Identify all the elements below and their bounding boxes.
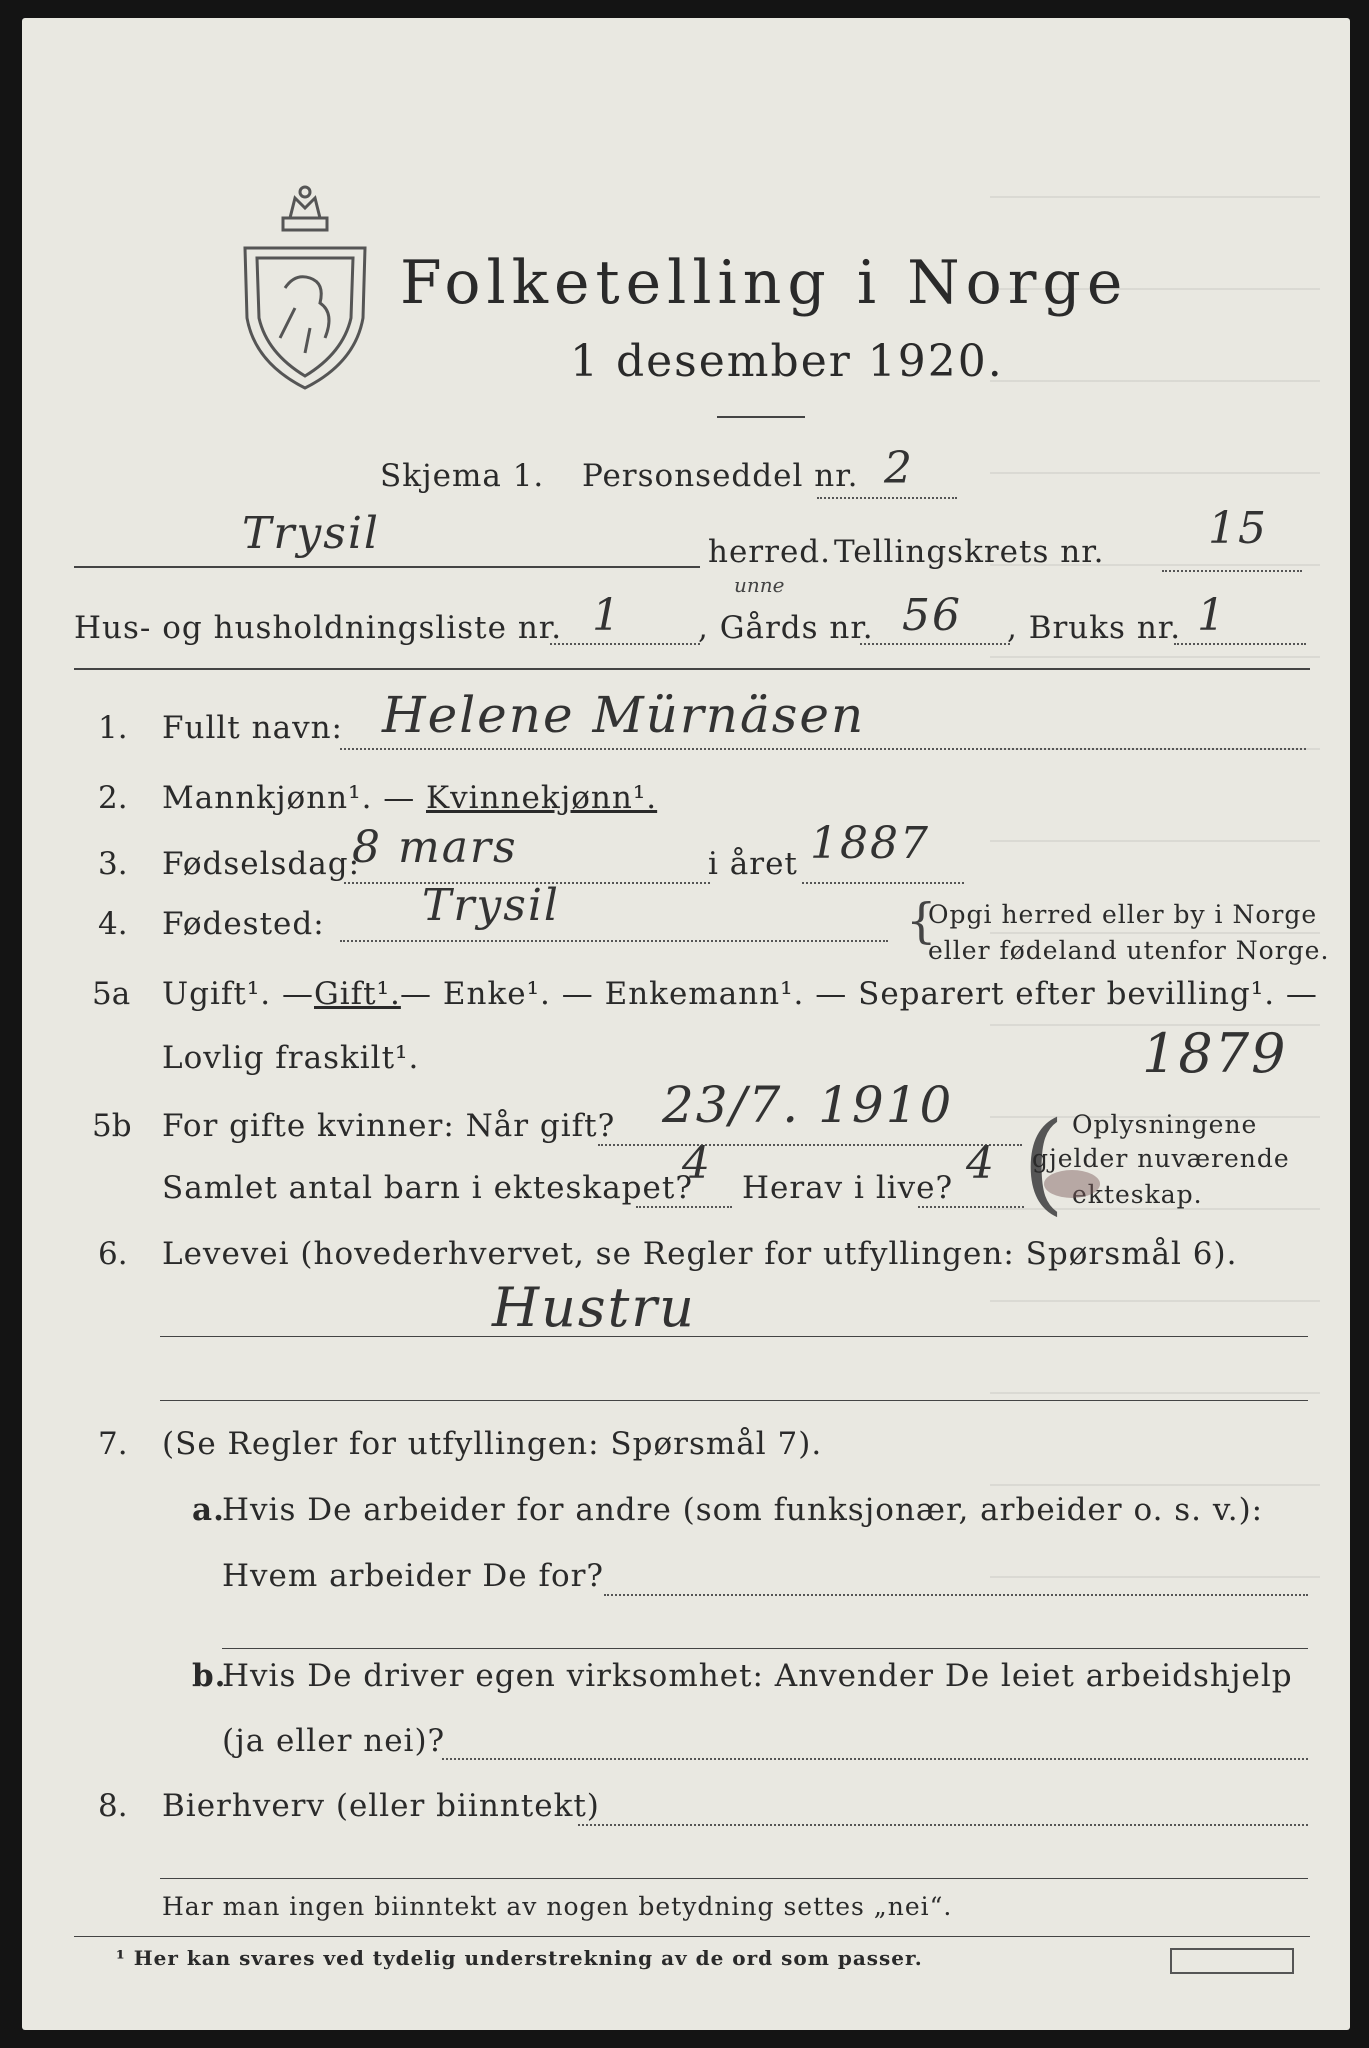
- barn-value[interactable]: 4: [682, 1138, 712, 1189]
- arbeidsgiver-field[interactable]: [604, 1594, 1308, 1596]
- levevei-label: Levevei (hovederhvervet, se Regler for utfyllingen: Spørsmål 6).: [162, 1236, 1238, 1272]
- header-separator: [74, 668, 1310, 670]
- title-divider: [717, 416, 805, 418]
- mannkjonn-option[interactable]: Mannkjønn¹. —: [162, 780, 416, 816]
- gift-option[interactable]: Gift¹.: [314, 976, 401, 1012]
- personseddel-label: Personseddel nr.: [582, 458, 859, 494]
- kvinnekjonn-option[interactable]: Kvinnekjønn¹.: [426, 780, 658, 816]
- fodested-note-line1: Opgi herred eller by i Norge: [928, 900, 1318, 929]
- personseddel-value[interactable]: 2: [884, 443, 914, 494]
- gards-label: , Gårds nr.: [698, 610, 874, 646]
- ekteskap-note-1: Oplysningene: [1072, 1110, 1258, 1139]
- biinntekt-note: Har man ingen biinntekt av nogen betydning settes „nei“.: [162, 1892, 953, 1921]
- census-form-paper: Folketelling i Norge 1 desember 1920. Skjema 1. Personseddel nr. 2 Trysil herred. Tellingskrets nr. 15 unne Hus- og husholdningsliste nr. 1 , Gårds nr. 56 , Bruks nr. 1 1. Fullt navn: Helene Mürnäsen 2. Mannkjønn¹. — Kvinnekjønn¹. 3. Fødselsdag: 8 mars i året 1887 4. Fødested: Trysil { Opgi herred eller by i Norge eller fødeland utenfor Norge. 5a Ugift¹. — Gift¹. — Enke¹. — Enkemann¹. — Separert efter bevilling¹. — Lovlig fraskilt¹. 1879 5b For gifte kvinner: Når gift? 23/7. 1910 Samlet antal barn i ekteskapet? 4 Herav i live? 4 ( Oplysningene gjelder nuværende ekteskap. 6. Levevei (hovederhvervet, se Regler for utfyllingen: Spørsmål 6). Hustru 7. (Se Regler for utfyllingen: Spørsmål 7). a. Hvis De arbeider for andre (som funksjonær, arbeider o. s. v.): Hvem arbeider De for? b. Hvis De driver egen virksomhet: Anvender De leiet arbeidshjelp (ja eller nei)? 8. Bierhverv (eller biinntekt) Har man ingen biinntekt av nogen betydning settes „nei“. ¹ Her kan svares ved tydelig understrekning av de ord som passer.: [22, 18, 1350, 2030]
- marital-other-options[interactable]: — Enke¹. — Enkemann¹. — Separert efter bevilling¹. —: [400, 976, 1318, 1012]
- hus-label: Hus- og husholdningsliste nr.: [74, 610, 563, 646]
- margin-note-1879: 1879: [1142, 1022, 1288, 1085]
- naar-gift-value[interactable]: 23/7. 1910: [662, 1076, 954, 1134]
- fodested-value[interactable]: Trysil: [422, 880, 560, 931]
- hus-value[interactable]: 1: [592, 590, 622, 641]
- tellingskrets-value[interactable]: 15: [1208, 503, 1268, 554]
- fullt-navn-value[interactable]: Helene Mürnäsen: [382, 686, 866, 744]
- levevei-value[interactable]: Hustru: [492, 1276, 696, 1339]
- q7b-text: Hvis De driver egen virksomhet: Anvender De leiet arbeidshjelp: [222, 1658, 1293, 1694]
- herred-value[interactable]: Trysil: [242, 508, 380, 559]
- herred-label: herred.: [708, 534, 831, 570]
- tellingskrets-label: Tellingskrets nr.: [834, 534, 1105, 570]
- ink-blot: [1044, 1170, 1100, 1198]
- aaret-label: i året: [708, 846, 798, 882]
- footnote: ¹ Her kan svares ved tydelig understrekning av de ord som passer.: [116, 1946, 923, 1970]
- printer-stamp: [1170, 1948, 1294, 1974]
- q7a-text: Hvis De arbeider for andre (som funksjonær, arbeider o. s. v.):: [222, 1492, 1264, 1528]
- ja-nei-label: (ja eller nei)?: [222, 1723, 446, 1759]
- ekteskap-note-3: ekteskap.: [1072, 1180, 1203, 1209]
- ja-nei-field[interactable]: [442, 1758, 1308, 1760]
- bruks-label: , Bruks nr.: [1007, 610, 1182, 646]
- ekteskap-note-2: gjelder nuværende: [1032, 1144, 1290, 1173]
- krets-note: unne: [734, 573, 785, 597]
- barn-label: Samlet antal barn i ekteskapet?: [162, 1170, 693, 1206]
- lovlig-fraskilt-option[interactable]: Lovlig fraskilt¹.: [162, 1040, 420, 1076]
- gards-value[interactable]: 56: [902, 590, 962, 641]
- skjema-label: Skjema 1.: [380, 458, 545, 494]
- arbeidsgiver-label: Hvem arbeider De for?: [222, 1558, 605, 1594]
- fodselsdag-value[interactable]: 8 mars: [352, 822, 518, 873]
- fodselsaar-value[interactable]: 1887: [810, 818, 930, 869]
- fullt-navn-label: Fullt navn:: [162, 710, 343, 746]
- i-live-label: Herav i live?: [742, 1170, 954, 1206]
- ugift-option[interactable]: Ugift¹. —: [162, 976, 314, 1012]
- bierhverv-field[interactable]: [578, 1824, 1308, 1826]
- fodselsdag-label: Fødselsdag:: [162, 846, 361, 882]
- i-live-value[interactable]: 4: [966, 1138, 996, 1189]
- coat-of-arms-icon: [235, 178, 375, 398]
- naar-gift-label: For gifte kvinner: Når gift?: [162, 1108, 616, 1144]
- q7-label: (Se Regler for utfyllingen: Spørsmål 7).: [162, 1426, 823, 1462]
- census-date: 1 desember 1920.: [570, 336, 1004, 387]
- bruks-value[interactable]: 1: [1197, 590, 1227, 641]
- fodested-label: Fødested:: [162, 906, 325, 942]
- form-title: Folketelling i Norge: [400, 248, 1129, 318]
- bierhverv-label: Bierhverv (eller biinntekt): [162, 1788, 600, 1824]
- bleed-through-texture: [990, 138, 1320, 1638]
- fodested-note-line2: eller fødeland utenfor Norge.: [928, 936, 1330, 965]
